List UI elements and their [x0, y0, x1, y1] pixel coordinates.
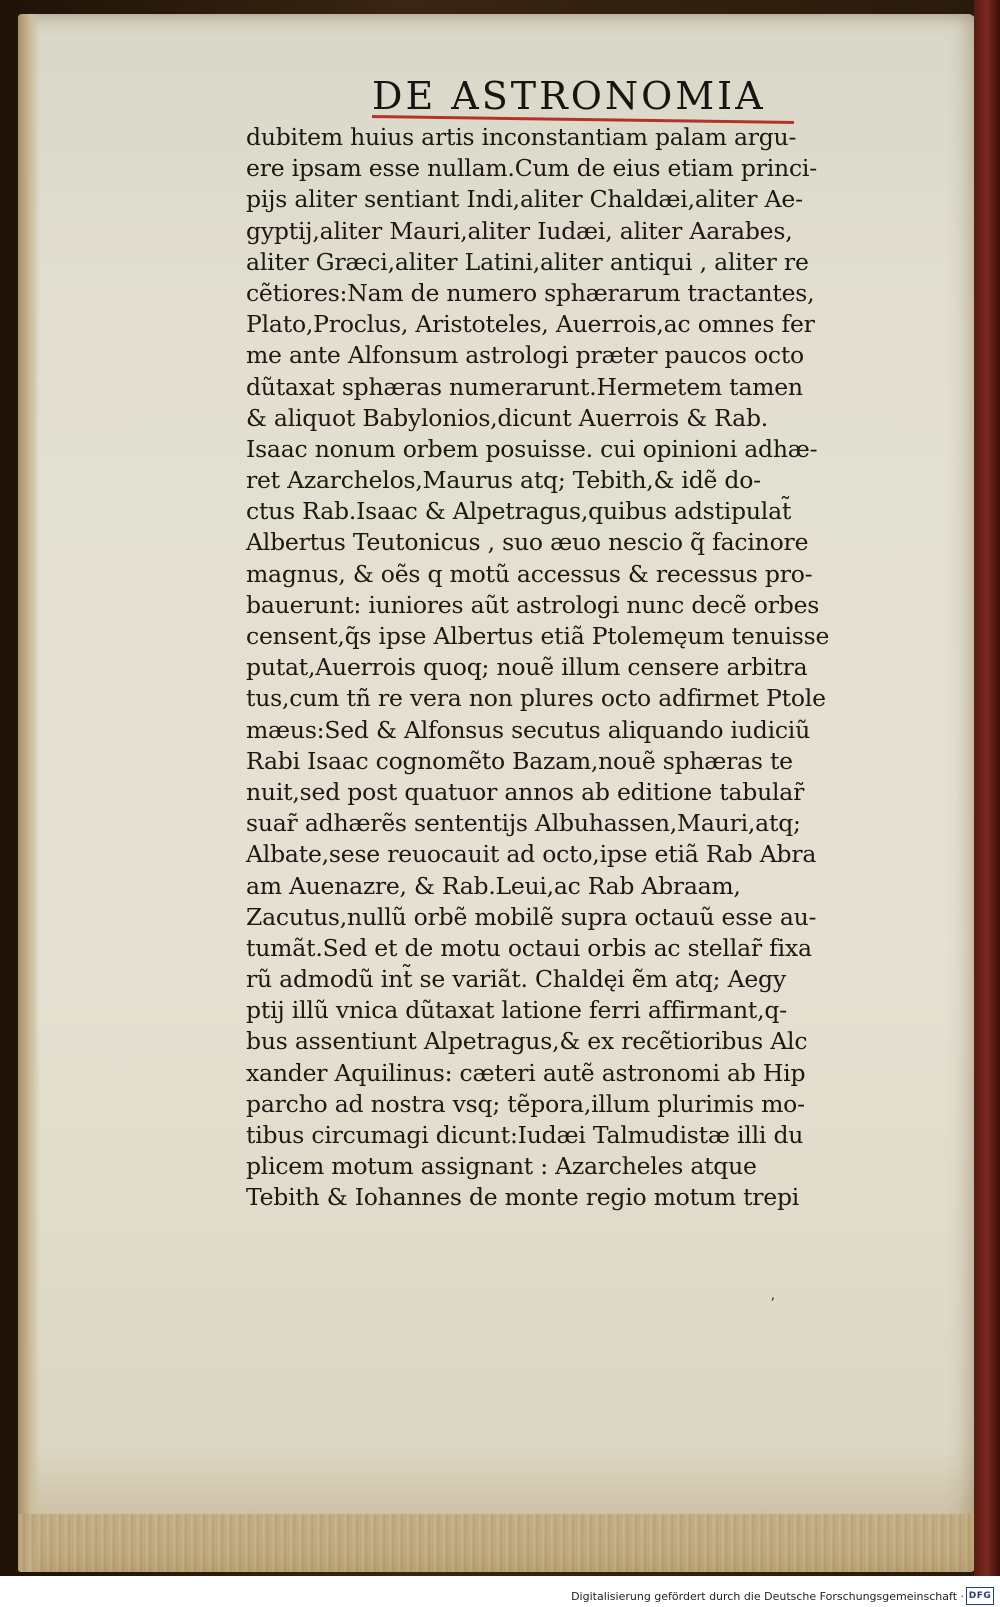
text-line: tibus circumagi dicunt:Iudæi Talmudistæ illi du: [246, 1121, 804, 1149]
text-line: dubitem huius artis inconstantiam palam argu-: [246, 123, 797, 151]
text-line: nuit,sed post quatuor annos ab editione tabular̃: [246, 777, 805, 806]
text-line: putat,Auerrois quoq; nouẽ illum censere arbitra: [246, 653, 808, 682]
page-gutter-shadow: [18, 14, 40, 1572]
text-line: Rabi Isaac cognomẽto Bazam,nouẽ sphæras te: [246, 746, 793, 775]
text-line: mæus:Sed & Alfonsus secutus aliquando iudiciũ: [246, 715, 811, 744]
text-line: Albate,sese reuocauit ad octo,ipse etiã Rab Abra: [246, 840, 817, 869]
text-line: cẽtiores:Nam de numero sphærarum tractantes,: [246, 278, 815, 307]
text-line: censent,q̃s ipse Albertus etiã Ptolemęum tenuisse: [246, 622, 830, 650]
text-line: dũtaxat sphæras numerarunt.Hermetem tamen: [246, 372, 803, 401]
dfg-logo: DFG: [966, 1587, 994, 1605]
running-head: DE ASTRONOMIA: [372, 74, 766, 118]
text-line: Tebith & Iohannes de monte regio motum trepi: [246, 1183, 800, 1212]
text-line: bus assentiunt Alpetragus,& ex recẽtioribus Alc: [246, 1027, 808, 1056]
text-line: tumãt.Sed et de motu octaui orbis ac stellar̃ fixa: [246, 933, 812, 962]
text-line: rũ admodũ int̃ se variãt. Chaldęi ẽm atq; Aegy: [246, 965, 786, 994]
text-line: aliter Græci,aliter Latini,aliter antiqui , aliter re: [246, 247, 809, 276]
folio-mark: ʼ: [770, 1296, 775, 1312]
text-line: xander Aquilinus: cæteri autẽ astronomi ab Hip: [246, 1058, 806, 1087]
text-line: me ante Alfonsum astrologi præter paucos octo: [246, 341, 804, 370]
binding-edge: [974, 0, 1000, 1576]
text-line: bauerunt: iuniores aũt astrologi nunc decẽ orbes: [246, 590, 820, 619]
text-line: plicem motum assignant : Azarcheles atque: [246, 1152, 757, 1181]
text-line: ere ipsam esse nullam.Cum de eius etiam princi-: [246, 154, 817, 183]
text-line: magnus, & oẽs q motũ accessus & recessus pro-: [246, 559, 813, 588]
text-line: pijs aliter sentiant Indi,aliter Chaldæi,aliter Ae-: [246, 185, 803, 214]
text-line: ctus Rab.Isaac & Alpetragus,quibus adstipulat̃: [246, 497, 792, 526]
text-line: Albertus Teutonicus , suo æuo nescio q̃ facinore: [246, 528, 809, 557]
text-line: suar̃ adhærẽs sententijs Albuhassen,Mauri,atq;: [246, 809, 801, 838]
text-line: Isaac nonum orbem posuisse. cui opinioni adhæ-: [246, 434, 818, 463]
text-line: Plato,Proclus, Aristoteles, Auerrois,ac omnes fer: [246, 310, 815, 339]
text-line: ret Azarchelos,Maurus atq; Tebith,& idẽ do-: [246, 466, 761, 495]
page-edge-stack: [18, 1514, 976, 1572]
text-line: parcho ad nostra vsq; tẽpora,illum plurimis mo-: [246, 1089, 805, 1118]
text-line: Zacutus,nullũ orbẽ mobilẽ supra octauũ esse au-: [246, 902, 817, 931]
text-line: tus,cum tñ re vera non plures octo adfirmet Ptole: [246, 684, 826, 713]
text-line: & aliquot Babylonios,dicunt Auerrois & Rab.: [246, 403, 768, 432]
footer-credit: Digitalisierung gefördert durch die Deutsche Forschungsgemeinschaft ·: [571, 1590, 964, 1603]
text-block: [246, 122, 896, 1214]
text-line: ptij illũ vnica dũtaxat latione ferri affirmant,q-: [246, 996, 787, 1025]
text-line: gyptij,aliter Mauri,aliter Iudæi, aliter Aarabes,: [246, 216, 793, 245]
text-line: am Auenazre, & Rab.Leui,ac Rab Abraam,: [246, 871, 741, 900]
